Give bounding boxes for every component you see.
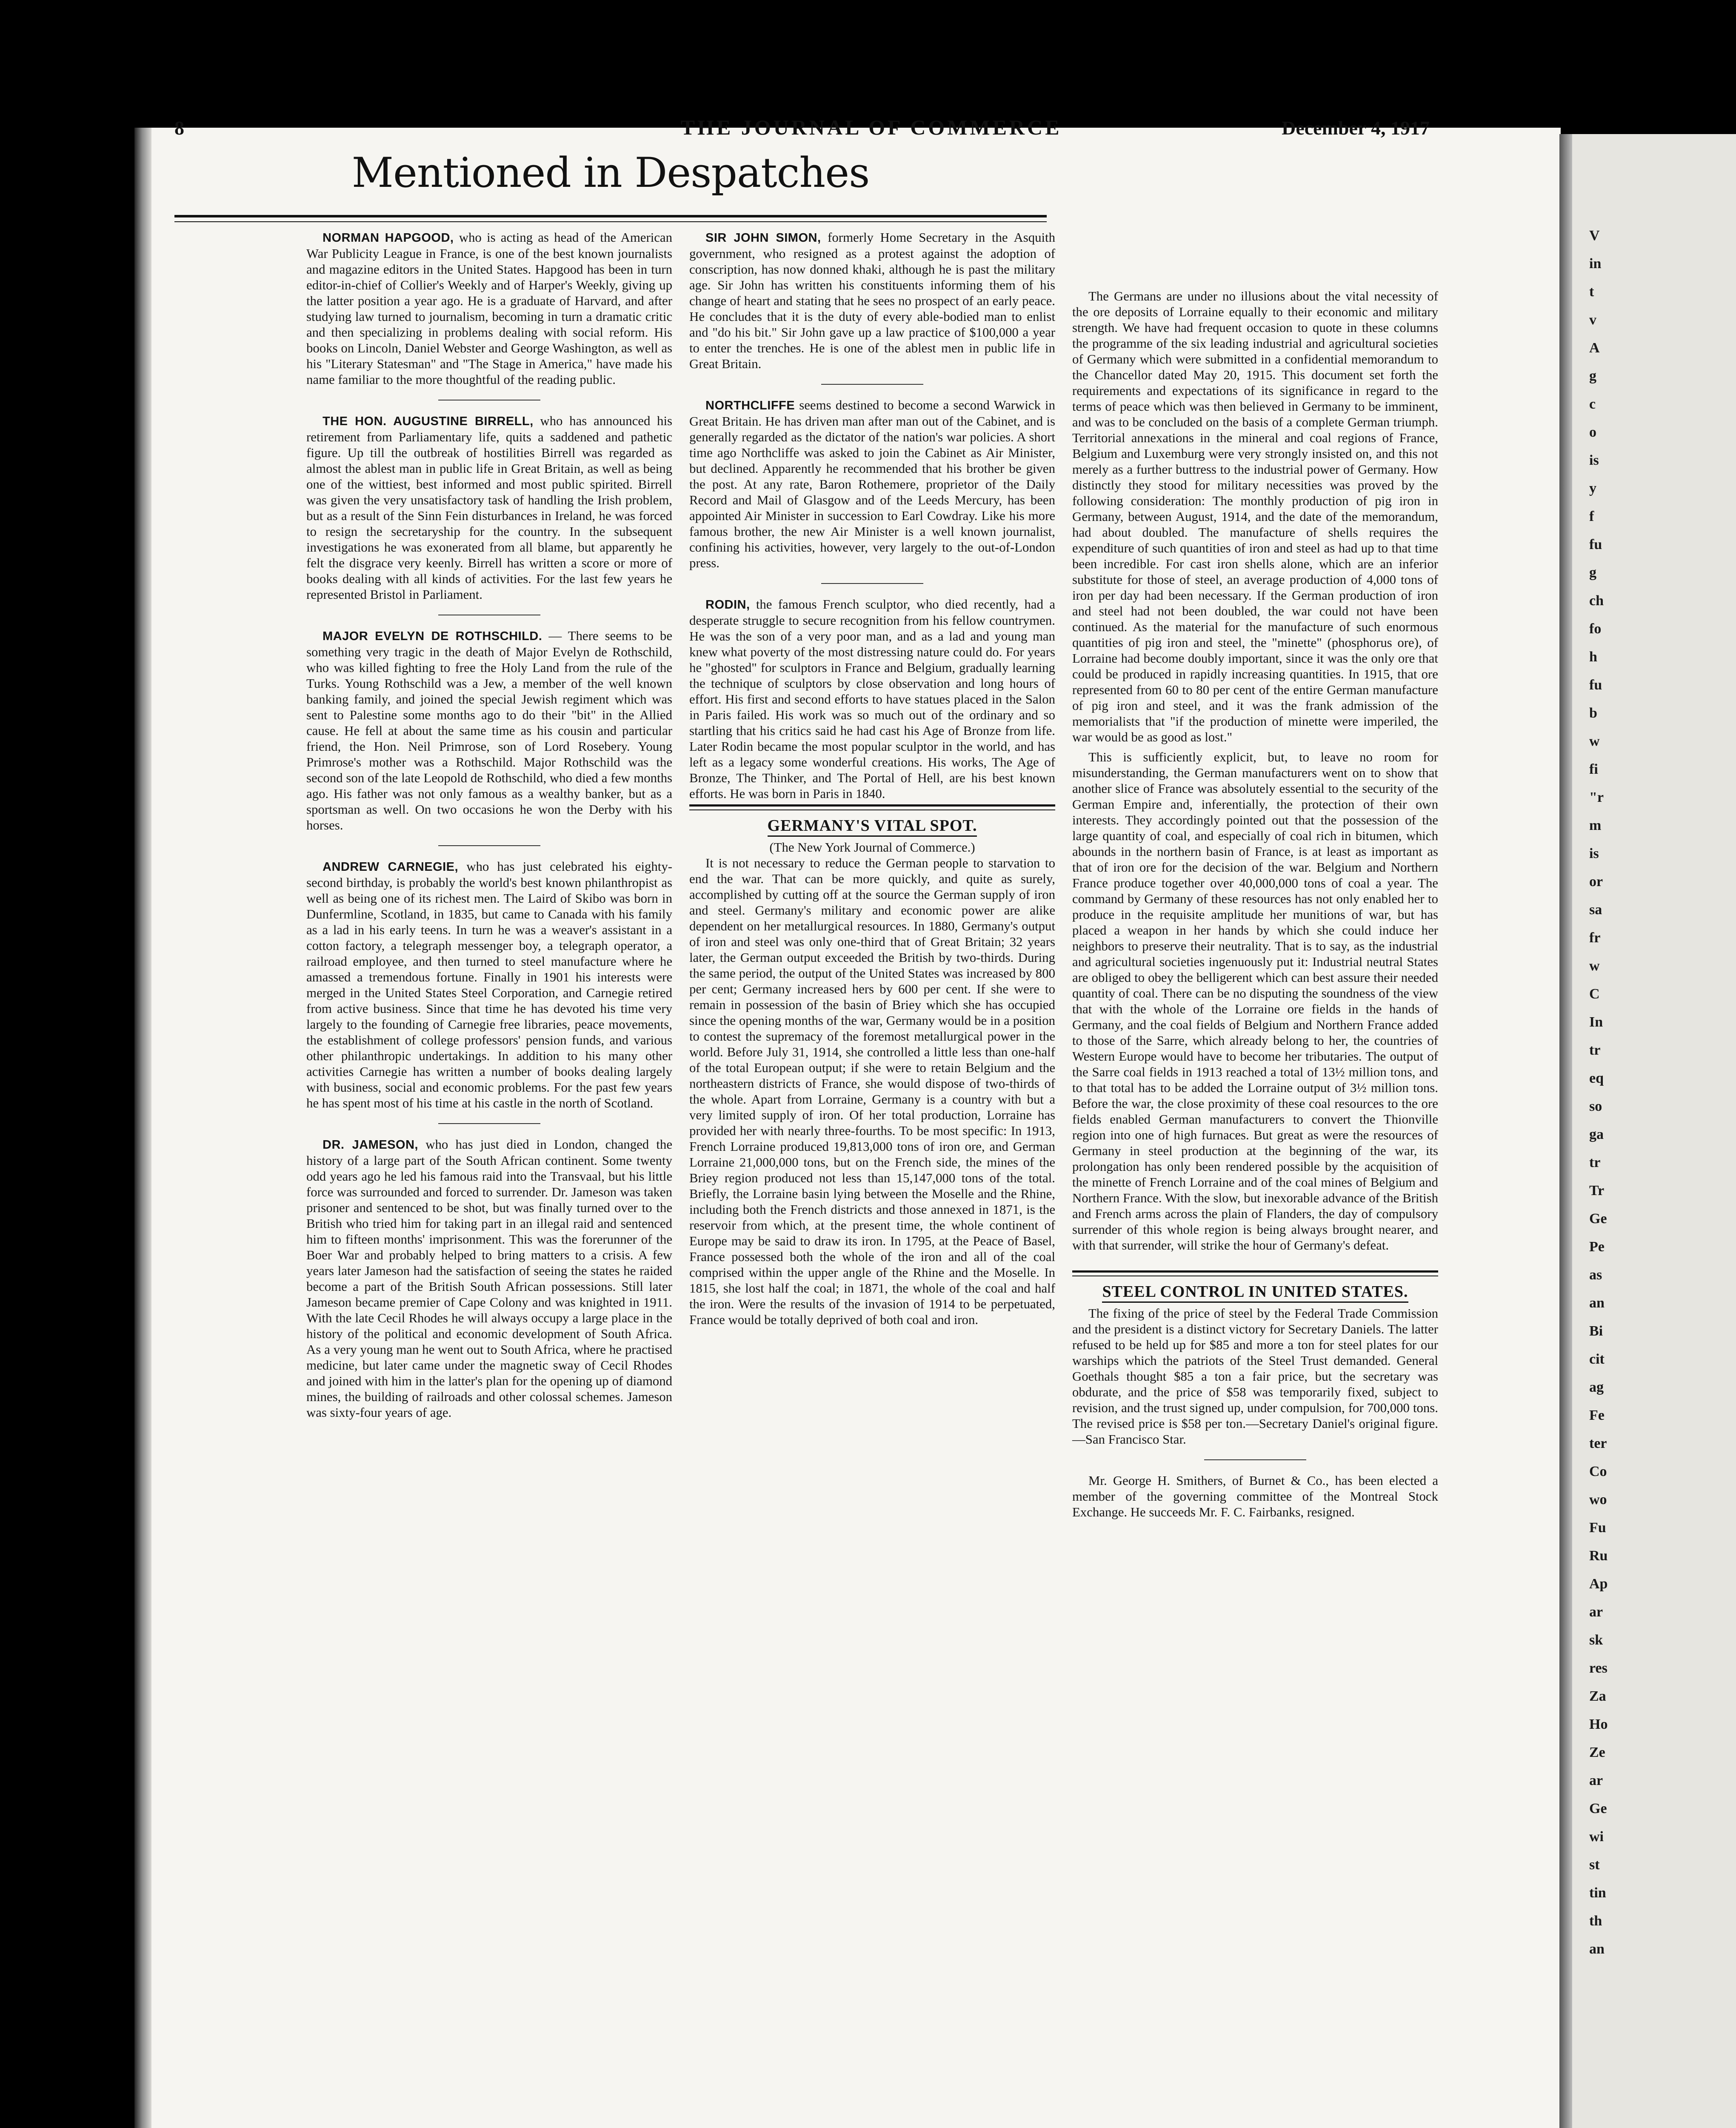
person-name: RODIN, bbox=[705, 598, 750, 612]
cut-off-text-fragment: Ge bbox=[1589, 1801, 1607, 1816]
column-3 bbox=[1072, 289, 1438, 1520]
germany-article-part-1 bbox=[689, 855, 1055, 1328]
cut-off-text-fragment: h bbox=[1589, 649, 1597, 665]
cut-off-text-fragment: t bbox=[1589, 284, 1594, 300]
cut-off-text-fragment: res bbox=[1589, 1660, 1608, 1676]
notable-item bbox=[306, 628, 672, 833]
cut-off-text-fragment: Fu bbox=[1589, 1520, 1606, 1536]
person-name: ANDREW CARNEGIE, bbox=[323, 860, 459, 874]
cut-off-text-fragment: fo bbox=[1589, 621, 1602, 637]
cut-off-text-fragment: o bbox=[1589, 424, 1596, 440]
person-name: NORMAN HAPGOOD, bbox=[323, 231, 454, 245]
cut-off-text-fragment: ar bbox=[1589, 1604, 1603, 1620]
page-fold-shadow bbox=[134, 128, 151, 2128]
notable-item bbox=[689, 398, 1055, 571]
cut-off-text-fragment: tr bbox=[1589, 1155, 1601, 1170]
notable-item bbox=[689, 230, 1055, 372]
article-paragraph: The Germans are under no illusions about the vital necessity of the ore deposits of Lorraine equally to their economic and military strength. We have had frequent occasion to quote in these columns the programme of the six leading industrial and agricultural societies of Germany which were submitted in a confidential memorandum to the Chancellor dated May 20, 1915. This document set forth the requirements and expectations of its significance in regard to the terms of peace which was then believed in Germany to be imminent, and was to be concluded on the basis of a complete German triumph. Territorial annexations in the mineral and coal regions of France, Belgium and Luxemburg were very strongly insisted on, and this not merely as a further buttress to the industrial power of Germany. How distinctly they stood for military necessities was proved by the following consideration: The monthly production of pig iron in Germany, between August, 1914, and the date of the memorandum, had about doubled. The manufacture of shells requires the expenditure of such quantities of iron and steel as had up to that time been incredible. For cast iron shells alone, which are an inferior substitute for those of steel, an average production of 4,000 tons of iron per day had been necessary. If the German production of iron and steel had not been doubled, the war could not have been continued. As the material for the manufacture of such enormous quantities of pig iron and steel, the "minette" (phosphorus ore), of Lorraine had become doubly important, since it was the only ore that could be produced in rapidly increasing quantities. In 1915, that ore represented from 60 to 80 per cent of the entire German manufacture of pig iron and steel, and it was the frank admission of the memorialists that "if the production of minette were imperiled, the war would be as good as lost." bbox=[1072, 289, 1438, 744]
cut-off-text-fragment: g bbox=[1589, 565, 1596, 581]
cut-off-text-fragment: ch bbox=[1589, 593, 1604, 609]
page-header bbox=[174, 115, 1430, 140]
cut-off-text-fragment: Ge bbox=[1589, 1211, 1607, 1227]
cut-off-text-fragment: fi bbox=[1589, 761, 1598, 777]
cut-off-text-fragment: Za bbox=[1589, 1688, 1606, 1704]
person-name: THE HON. AUGUSTINE BIRRELL, bbox=[323, 415, 534, 428]
cut-off-text-fragment: Pe bbox=[1589, 1239, 1605, 1255]
separator bbox=[821, 384, 923, 385]
item-text: seems destined to become a second Warwick in Great Britain. He has driven man after man out of the Cabinet, and is generally regarded as the dictator of the nation's war policies. A short time ago Northcliffe was asked to join the Cabinet as Air Minister, but declined. Apparently he recommended that his brother be given the post. At any rate, Baron Rothemere, proprietor of the Daily Record and Mail of Glasgow and of the Leeds Mercury, has been appointed Air Minister in succession to Earl Cowdray. Like his more famous brother, the new Air Minister is a well known journalist, confining his activities, however, very largely to the out-of-London press. bbox=[689, 398, 1055, 570]
column-1 bbox=[306, 230, 672, 1421]
page-number: 8 bbox=[174, 117, 184, 139]
person-name: SIR JOHN SIMON, bbox=[705, 231, 821, 245]
cut-off-text-fragment: Ap bbox=[1589, 1576, 1608, 1592]
steel-article: The fixing of the price of steel by the Federal Trade Commission and the president is a distinct victory for Secretary Daniels. The latter refused to be held up for $85 and more a ton for steel plates for our warships which the patriots of the Steel Trust demanded. General Goethals thought $85 a ton a fair price, but the secretary was obdurate, and the price of $58 was temporarily fixed, subject to revision, and the trust signed up, under compulsion, for 700,000 tons. The revised price is $58 per ton.—Secretary Daniel's original figure.—San Francisco Star. bbox=[1072, 1306, 1438, 1447]
cut-off-text-fragment: m bbox=[1589, 818, 1602, 833]
section-rule-thick bbox=[1072, 1270, 1438, 1273]
section-rule-thick bbox=[689, 804, 1055, 807]
item-text: — There seems to be something very tragic in the death of Major Evelyn de Rothschild, who was killed fighting to free the Holy Land from the rule of the Turks. Young Rothschild was a Jew, a member of the well known banking family, and joined the special Jewish regiment which was sent to Palestine some months ago to do their "bit" in the Allied cause. He fell at about the same time as his cousin and particular friend, the Hon. Neil Primrose, son of Lord Rosebery. Young Primrose's mother was a Rothschild. Major Rothschild was the second son of the late Leopold de Rothschild, who died a few months ago. His father was not only famous as a wealthy banker, but as a sportsman as well. On two occasions he won the Derby with his horses. bbox=[306, 629, 672, 832]
adjacent-page-fragment bbox=[1559, 134, 1736, 2128]
item-text: who has just celebrated his eighty-second birthday, is probably the world's best known philanthropist as well as being one of its richest men. The Laird of Skibo was born in Dunfermline, Scotland, in 1835, but came to Canada with his family as a lad in his early teens. In turn he was a weaver's assistant in a cotton factory, a telegraph messenger boy, a telegraph operator, a railroad employee, and then turned to steel manufacture where he amassed a tremendous fortune. Finally in 1901 his interests were merged in the United States Steel Corporation, and Carnegie retired from active business. Since that time he has devoted his time very largely to the founding of Carnegie free libraries, peace movements, the establishment of college professors' pension funds, and various other philanthropic undertakings. In addition to his many other activities Carnegie has written a number of books dealing largely with business, social and economic problems. For the past few years he has spent most of his time at his castle in the north of Scotland. bbox=[306, 859, 673, 1110]
cut-off-text-fragment: in bbox=[1589, 256, 1602, 272]
cut-off-text-fragment: C bbox=[1589, 986, 1600, 1002]
cut-off-text-fragment: Bi bbox=[1589, 1323, 1603, 1339]
cut-off-text-fragment: f bbox=[1589, 509, 1594, 524]
cut-off-text-fragment: an bbox=[1589, 1295, 1605, 1311]
item-text: formerly Home Secretary in the Asquith government, who resigned as a protest against the adoption of conscription, has now donned khaki, although he is past the military age. Sir John has written his constituents informing them of his change of heart and stating that he sees no prospect of an early peace. He concludes that it is the duty of every able-bodied man to enlist and "do his bit." Sir John gave up a law practice of $100,000 a year to enter the trenches. He is one of the ablest men in public life in Great Britain. bbox=[689, 230, 1056, 371]
cut-off-text-fragment: "r bbox=[1589, 789, 1604, 805]
separator bbox=[1204, 1459, 1306, 1460]
cut-off-text-fragment: ag bbox=[1589, 1379, 1604, 1395]
cut-off-text-fragment: tr bbox=[1589, 1042, 1601, 1058]
cut-off-text-fragment: eq bbox=[1589, 1070, 1604, 1086]
newspaper-name: THE JOURNAL OF COMMERCE bbox=[680, 115, 1062, 139]
cut-off-text-fragment: Co bbox=[1589, 1464, 1607, 1479]
notable-item bbox=[306, 230, 672, 388]
germany-article-part-2 bbox=[1072, 289, 1438, 1253]
page-gutter bbox=[1559, 134, 1572, 2128]
cut-off-text-fragment: wo bbox=[1589, 1492, 1607, 1507]
cut-off-text-fragment: fr bbox=[1589, 930, 1601, 946]
person-name: NORTHCLIFFE bbox=[705, 399, 795, 412]
cut-off-text-fragment: an bbox=[1589, 1941, 1605, 1957]
cut-off-text-fragment: v bbox=[1589, 312, 1596, 328]
cut-off-text-fragment: ga bbox=[1589, 1127, 1604, 1142]
notable-item bbox=[306, 413, 672, 603]
cut-off-text-fragment: Ru bbox=[1589, 1548, 1608, 1564]
cut-off-text-fragment: y bbox=[1589, 481, 1596, 496]
cut-off-text-fragment: st bbox=[1589, 1857, 1600, 1873]
column-2 bbox=[689, 230, 1055, 1328]
cut-off-text-fragment: fu bbox=[1589, 677, 1602, 693]
item-text: who has just died in London, changed the history of a large part of the South African continent. Some twenty odd years ago he led his famous raid into the Transvaal, but his little force was surrounded and forced to surrender. Dr. Jameson was taken prisoner and sentenced to be shot, but was finally turned over to the British who tried him for taking part in an illegal raid and sentenced him to fifteen months' imprisonment. This was the forerunner of the Boer War and probably helped to bring matters to a crisis. A few years later Jameson had the satisfaction of seeing the states he raided become a part of the British South African possessions. Still later Jameson became premier of Cape Colony and was knighted in 1911. With the late Cecil Rhodes he will always occupy a large place in the history of the political and economic development of South Africa. As a very young man he went out to South Africa, where he practised medicine, but later came under the magnetic sway of Cecil Rhodes and joined with him in the latter's plan for the opening up of diamond mines, the building of railroads and other colossal schemes. Jameson was sixty-four years of age. bbox=[306, 1137, 673, 1420]
germany-headline: GERMANY'S VITAL SPOT. bbox=[689, 818, 1055, 834]
steel-headline: STEEL CONTROL IN UNITED STATES. bbox=[1072, 1284, 1438, 1300]
cut-off-text-fragment: Ze bbox=[1589, 1745, 1605, 1760]
person-name: DR. JAMESON, bbox=[323, 1138, 418, 1152]
separator bbox=[821, 583, 923, 584]
cut-off-text-fragment: Tr bbox=[1589, 1183, 1605, 1198]
section-title: Mentioned in Despatches bbox=[351, 149, 870, 197]
cut-off-text-fragment: th bbox=[1589, 1913, 1602, 1929]
item-text: who is acting as head of the American War Publicity League in France, is one of the best known journalists and magazine editors in the United States. Hapgood has been in turn editor-in-chief of Collier's Weekly and of Harper's Weekly, giving up the latter position a year ago. He is a graduate of Harvard, and after studying law turned to journalism, becoming in turn a dramatic critic and then specializing in problems dealing with social reform. His books on Lincoln, Daniel Webster and George Washington, as well as his "Literary Statesman" and "The Stage in America," have made his name familiar to the more thoughtful of the reading public. bbox=[306, 230, 672, 387]
germany-source: (The New York Journal of Commerce.) bbox=[769, 840, 975, 855]
cut-off-text-fragment: as bbox=[1589, 1267, 1602, 1283]
notable-item bbox=[689, 597, 1055, 802]
cut-off-text-fragment: wi bbox=[1589, 1829, 1604, 1845]
smithers-notice: Mr. George H. Smithers, of Burnet & Co., has been elected a member of the governing committee of the Montreal Stock Exchange. He succeeds Mr. F. C. Fairbanks, resigned. bbox=[1072, 1473, 1438, 1519]
item-text: who has announced his retirement from Parliamentary life, quits a saddened and pathetic figure. Up till the outbreak of hostilities Birrell was regarded as almost the ablest man in public life in Great Britain, as well as being one of the wittiest, best informed and most public spirited. Birrell was given the very unsatisfactory task of handling the Irish problem, but as a result of the Sinn Fein disturbances in Ireland, he was forced to resign the secretaryship for the country. In the subsequent investigations he was exonerated from all blame, but apparently he felt the disgrace very keenly. Birrell has written a score or more of books dealing with all kinds of activities. For the last few years he represented Bristol in Parliament. bbox=[306, 414, 672, 602]
cut-off-text-fragment: In bbox=[1589, 1014, 1603, 1030]
cut-off-text-fragment: sk bbox=[1589, 1632, 1603, 1648]
cut-off-text-fragment: tin bbox=[1589, 1885, 1606, 1901]
title-rule-thick bbox=[174, 215, 1047, 217]
article-paragraph: This is sufficiently explicit, but, to leave no room for misunderstanding, the German manufacturers went on to show that another slice of France was absolutely essential to the security of the German Empire and, inferentially, the protection of their own interests. They accordingly pointed out that the possession of the large quantity of coal, and especially of coal rich in bitumen, which abounds in the northern basin of France, is at least as important as that of iron ore for the decision of the war. Belgium and Northern France produce together over 40,000,000 tons of coal a year. The command by Germany of these resources has not only enabled her to produce in the requisite amplitude her munitions of war, but has placed a weapon in her hands by which she could induce her neighbors to preserve their neutrality. That is to say, as the industrial and agricultural societies ingenuously put it: Industrial neutral States are obliged to obey the belligerent which can best assure their needed quantity of coal. There can be no disputing the soundness of the view that with the whole of the Lorraine ore fields in the hands of Germany, and the coal fields of Belgium and Northern France added to those of the Sarre, which already belong to her, the countries of Western Europe would have to become her tributaries. The output of the Sarre coal fields in 1913 reached a total of 13½ million tons, and to that total has to be added the Lorraine output of 3½ million tons. Before the war, the close proximity of these coal resources to the ore fields enabled German manufacturers to convert the Thionville region into one of high furnaces. But great as were the resources of Germany in steel production at the beginning of the war, its prolongation has only been rendered possible by the acquisition of the minette of French Lorraine and of the coal mines of Belgium and Northern France. With the slow, but inexorable advance of the British and French arms across the plain of Flanders, the day of compulsory surrender of this whole region is being always brought nearer, and with that surrender, will strike the hour of Germany's defeat. bbox=[1072, 750, 1438, 1253]
cut-off-text-fragment: c bbox=[1589, 396, 1596, 412]
article-paragraph: It is not necessary to reduce the German people to starvation to end the war. That can be more quickly, and quite as surely, accomplished by cutting off at the source the German supply of iron and steel. Germany's military and economic power are alike dependent on her metallurgical resources. In 1880, Germany's output of iron and steel was only one-third that of Great Britain; 32 years later, the German output exceeded the British by two-thirds. During the same period, the output of the United States was increased by 800 per cent; Germany increased hers by 600 per cent. If she were to remain in possession of the basin of Briey which she has occupied since the opening months of the war, Germany would be in a position to contest the supremacy of the foremost metallurgical power in the world. Before July 31, 1914, she controlled a little less than one-half of the total European output; if she were to retain Belgium and the northeastern districts of France, she would dispose of two-thirds of the whole. Apart from Lorraine, Germany is a country with but a very limited supply of iron. Of her total production, Lorraine has provided her with nearly three-fourths. To be most specific: In 1913, French Lorraine produced 19,813,000 tons of iron ore, and German Lorraine 21,000,000 tons, but on the French side, the mines of the Briey region produced not less than 15,147,000 tons of the total. Briefly, the Lorraine basin lying between the Moselle and the Rhine, including both the French districts and those annexed in 1871, is the reservoir from which, at the present time, the whole continent of Europe may be said to draw its iron. In 1795, at the Peace of Basel, France possessed both the whole of the iron and all of the coal comprised within the upper angle of the Rhine and the Moselle. In 1815, she lost half the coal; in 1871, the whole of the coal and half the iron. Were the results of the invasion of 1914 to be perpetuated, France would be totally deprived of both coal and iron. bbox=[689, 856, 1055, 1327]
separator bbox=[438, 1123, 540, 1124]
separator bbox=[438, 845, 540, 846]
cut-off-text-fragment: ar bbox=[1589, 1773, 1603, 1788]
item-text: the famous French sculptor, who died recently, had a desperate struggle to secure recognition from his fellow countrymen. He was the son of a very poor man, and as a lad and young man knew what poverty of the most distressing nature could do. For years he "ghosted" for sculptors in France and Belgium, gradually learning the technique of sculptors by close observation and long hours of effort. His first and second efforts to have statues placed in the Salon in Paris failed. His work was so much out of the ordinary and so startling that his critics said he had cast his Age of Bronze from life. Later Rodin became the most popular sculptor in the world, and has left as a legacy some wonderful creations. His works, The Age of Bronze, The Thinker, and The Portal of Hell, are his best known efforts. He was born in Paris in 1840. bbox=[689, 597, 1055, 801]
cut-off-text-fragment: ter bbox=[1589, 1436, 1607, 1451]
notable-item bbox=[306, 859, 672, 1111]
issue-date: December 4, 1917 bbox=[1282, 117, 1430, 139]
cut-off-text-fragment: A bbox=[1589, 340, 1600, 356]
cut-off-text-fragment: or bbox=[1589, 874, 1603, 890]
cut-off-text-fragment: fu bbox=[1589, 537, 1602, 552]
cut-off-text-fragment: w bbox=[1589, 733, 1600, 749]
title-rule-thin bbox=[174, 221, 1047, 222]
cut-off-text-fragment: is bbox=[1589, 846, 1599, 861]
cut-off-text-fragment: V bbox=[1589, 228, 1600, 243]
cut-off-text-fragment: sa bbox=[1589, 902, 1602, 918]
cut-off-text-fragment: Ho bbox=[1589, 1716, 1608, 1732]
cut-off-text-fragment: w bbox=[1589, 958, 1600, 974]
cut-off-text-fragment: b bbox=[1589, 705, 1597, 721]
cut-off-text-fragment: cit bbox=[1589, 1351, 1605, 1367]
person-name: MAJOR EVELYN DE ROTHSCHILD. bbox=[323, 629, 542, 643]
section-rule-thin bbox=[689, 809, 1055, 810]
cut-off-text-fragment: is bbox=[1589, 452, 1599, 468]
notable-item bbox=[306, 1137, 672, 1421]
cut-off-text-fragment: Fe bbox=[1589, 1407, 1605, 1423]
cut-off-text-fragment: g bbox=[1589, 368, 1596, 384]
cut-off-text-fragment: so bbox=[1589, 1098, 1602, 1114]
